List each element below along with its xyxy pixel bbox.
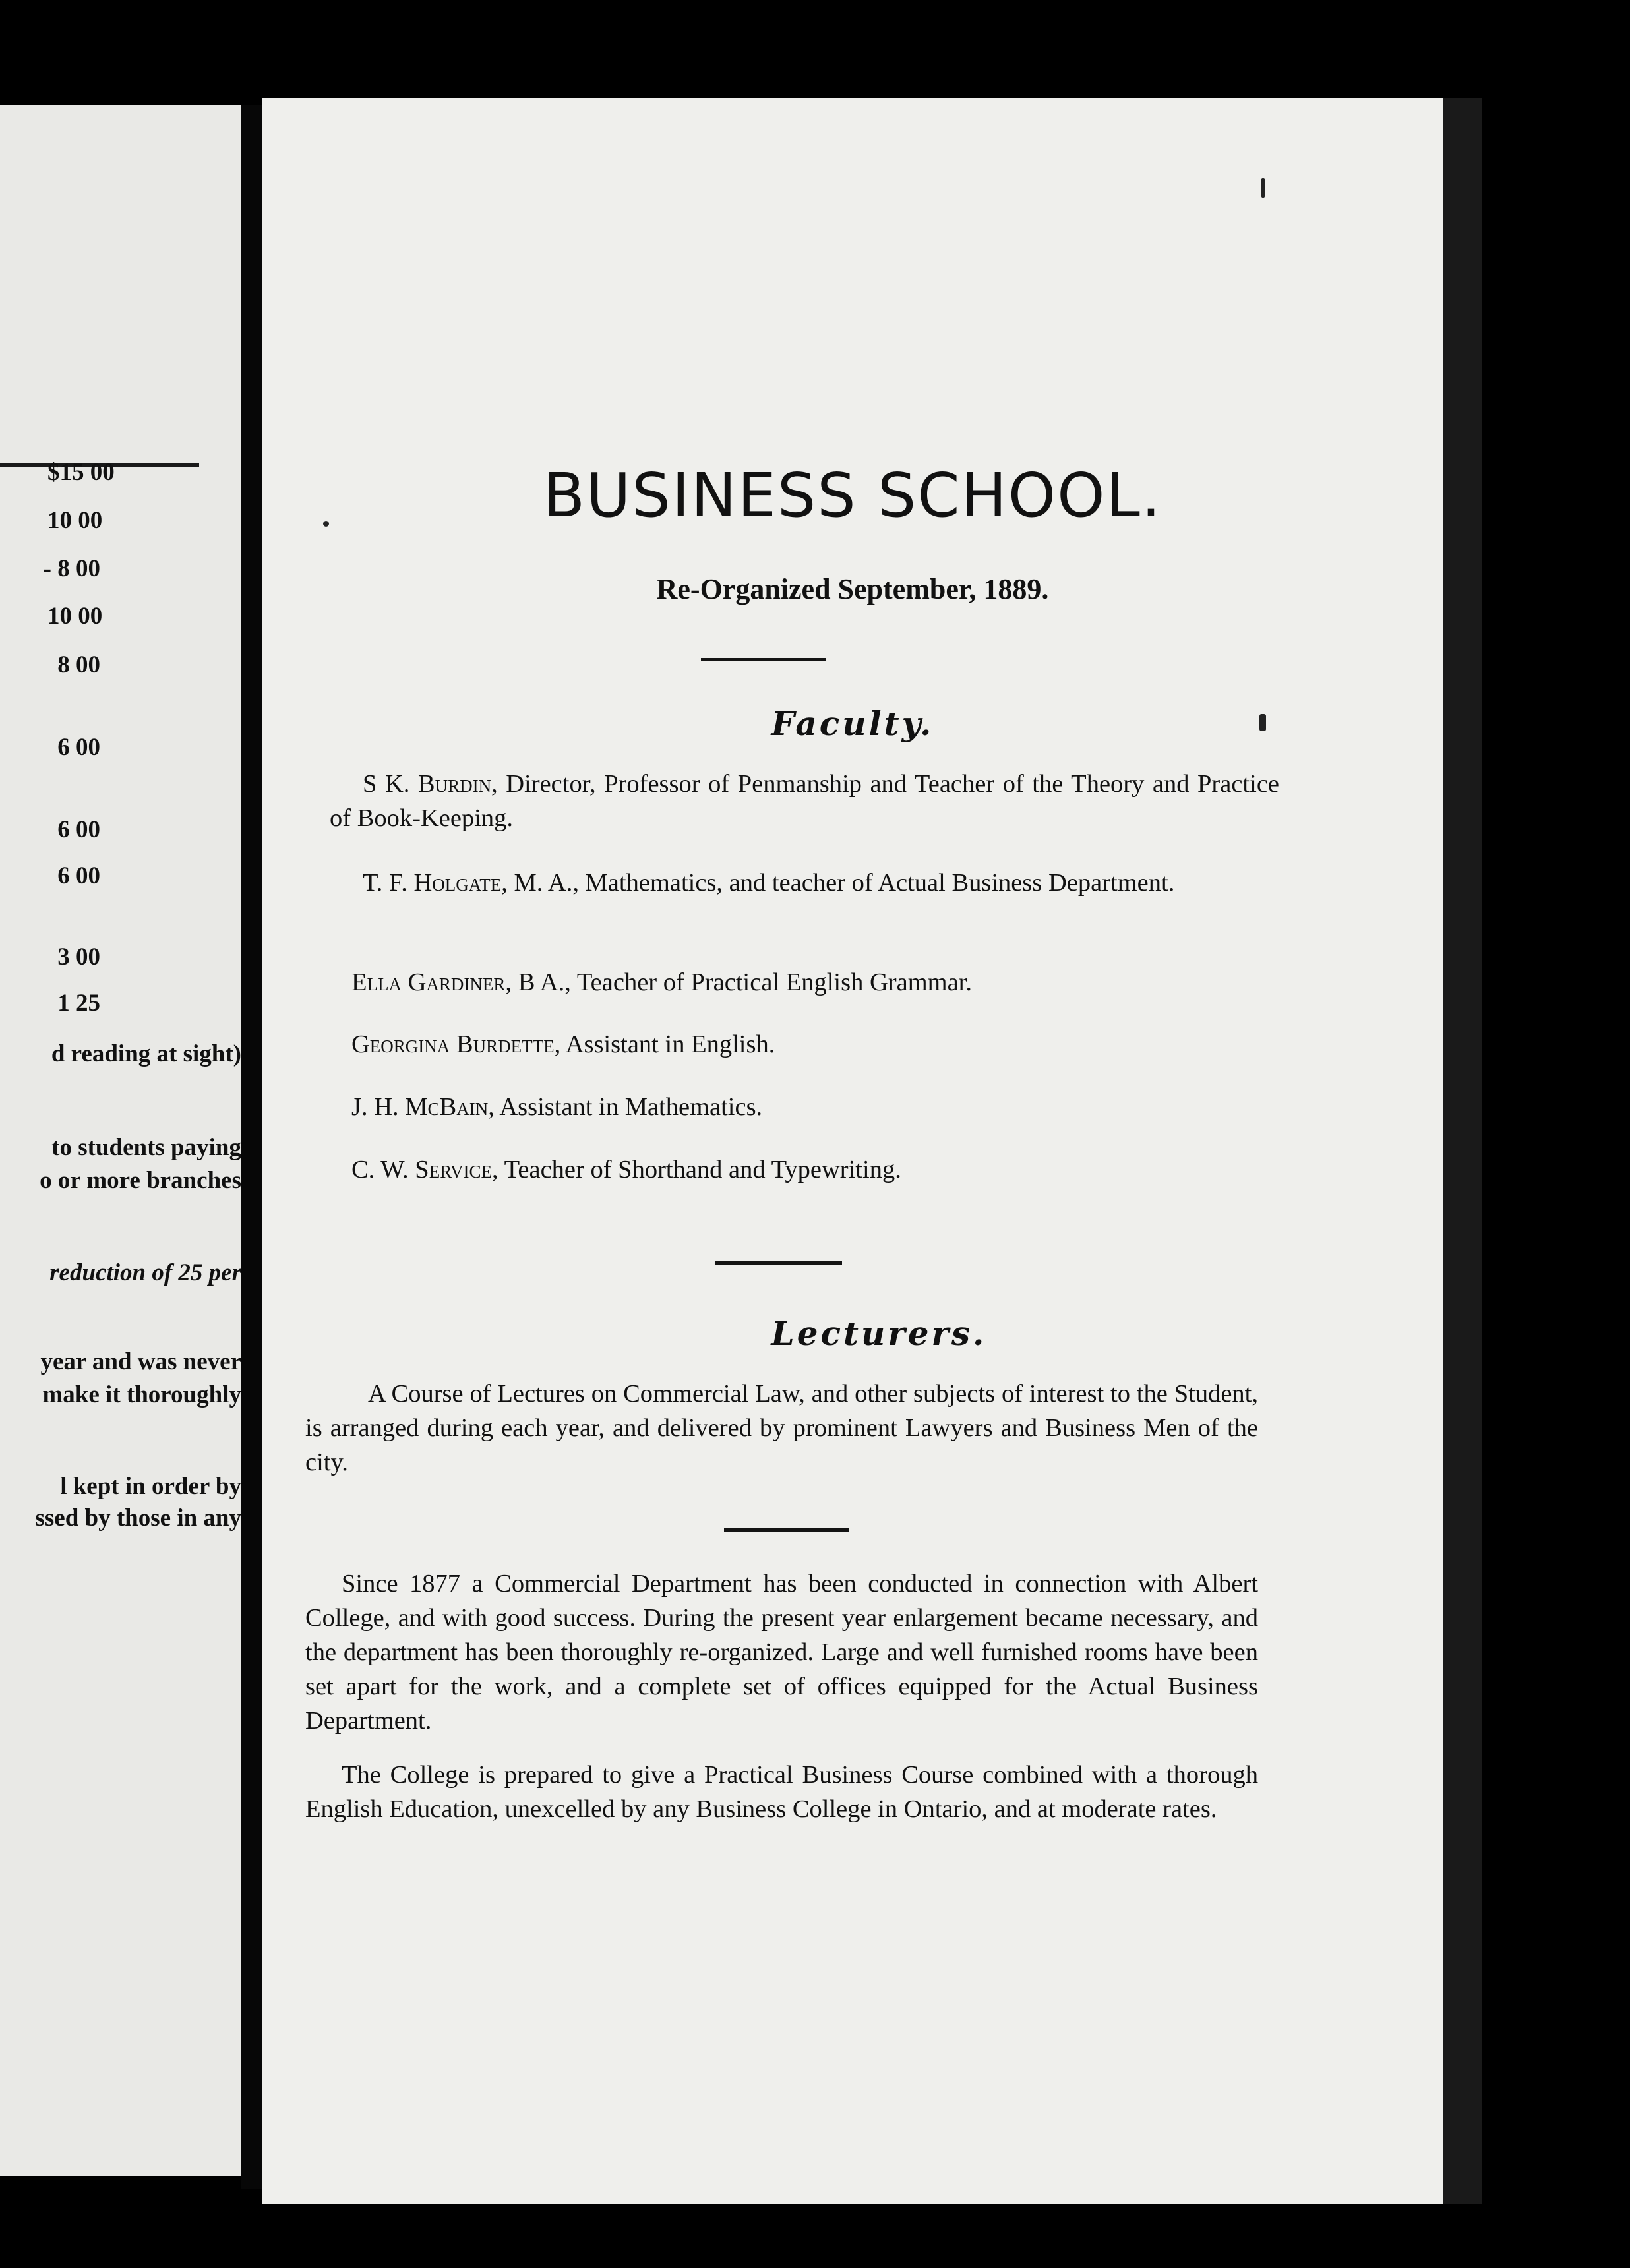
amount: 1 25 — [57, 990, 100, 1017]
lecturers-paragraph: A Course of Lectures on Commercial Law, and other subjects of interest to the Student, is arranged during each year, and delivered by prominent Lawyers and Business Men of the city. — [305, 1380, 1258, 1476]
amount: 10 00 — [47, 603, 103, 630]
faculty-name: C. W. Service — [351, 1156, 493, 1183]
section-divider — [701, 658, 826, 661]
faculty-entry — [351, 1090, 762, 1124]
main-page — [262, 98, 1443, 2204]
faculty-name: J. H. McBain — [351, 1093, 489, 1121]
page-subtitle: Re-Organized September, 1889. — [656, 573, 1049, 605]
left-text-line: d reading at sight) — [51, 1040, 241, 1067]
faculty-entry — [351, 1027, 775, 1061]
amount: $15 00 — [47, 459, 115, 486]
lecturers-heading: Lecturers. — [771, 1314, 987, 1353]
amount: 6 00 — [57, 862, 100, 889]
amount: 10 00 — [47, 507, 103, 534]
faculty-desc: , Assistant in Mathematics. — [488, 1093, 763, 1121]
left-text-line: reduction of 25 per — [49, 1259, 241, 1286]
commercial-department-paragraph: Since 1877 a Commercial Department has been conducted in connection with Albert College, and with good success. During the present year enlargement became necessary, and the department has been thoroughly re-organized. Large and well furnished rooms have been set apart for the work, and a complete set of offices equipped for the Actual Business Department. — [305, 1570, 1258, 1735]
amount: 8 00 — [57, 651, 100, 678]
faculty-desc: , M. A., Mathematics, and teacher of Actual Business Department. — [501, 869, 1175, 897]
faculty-desc: , Assistant in English. — [554, 1030, 775, 1058]
section-divider — [724, 1528, 849, 1532]
faculty-desc: , Teacher of Shorthand and Typewriting. — [492, 1156, 901, 1183]
book-spine — [241, 105, 262, 2189]
left-text-line: l kept in order by — [60, 1473, 241, 1500]
faculty-entry — [330, 866, 1279, 900]
scan-speck — [1259, 714, 1266, 731]
faculty-entry — [351, 1152, 901, 1187]
page-title: BUSINESS SCHOOL. — [543, 460, 1162, 531]
amount: 6 00 — [57, 816, 100, 843]
faculty-name: Ella Gardiner — [351, 969, 506, 996]
faculty-desc: , Director, Professor of Penmanship and Teacher of the Theory and Practice of Book-Keeping. — [330, 770, 1279, 832]
left-text-line: year and was never — [40, 1348, 241, 1375]
amount: 6 00 — [57, 734, 100, 761]
scan-speck — [323, 521, 329, 527]
faculty-name: T. F. Holgate — [363, 869, 502, 897]
faculty-entry — [330, 767, 1279, 835]
section-divider — [715, 1261, 842, 1265]
scan-speck — [1261, 178, 1265, 198]
faculty-heading: Faculty. — [771, 704, 934, 743]
left-text-line: o or more branches — [40, 1167, 241, 1194]
page-edge-shadow — [1443, 98, 1482, 2204]
faculty-name: S K. Burdin — [363, 770, 492, 798]
faculty-name: Georgina Burdette — [351, 1030, 555, 1058]
amount: 3 00 — [57, 943, 100, 970]
left-text-line: to students paying — [51, 1134, 241, 1161]
previous-page-fragment — [0, 105, 241, 2176]
amount: - 8 00 — [43, 555, 100, 582]
faculty-entry — [351, 965, 972, 1000]
left-text-line: ssed by those in any — [35, 1505, 241, 1532]
faculty-desc: , B A., Teacher of Practical English Grammar. — [505, 969, 973, 996]
business-course-paragraph: The College is prepared to give a Practical Business Course combined with a thorough English Education, unexcelled by any Business College in Ontario, and at moderate rates. — [305, 1761, 1258, 1823]
left-text-line: make it thoroughly — [42, 1381, 241, 1408]
